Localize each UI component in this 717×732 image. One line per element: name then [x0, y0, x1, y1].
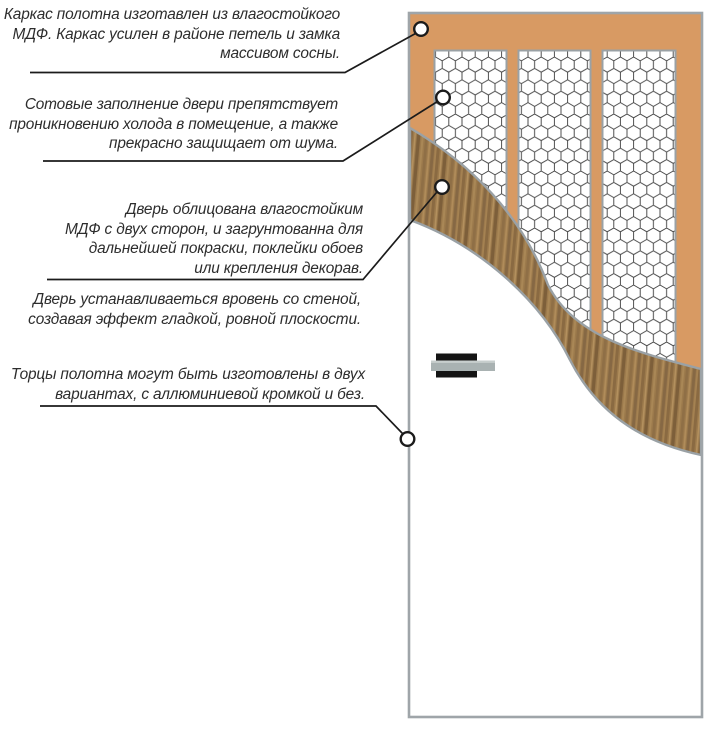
callout-marker-facing	[435, 180, 449, 194]
annotation-facing	[0, 200, 363, 278]
annotation-frame	[0, 5, 340, 64]
handle-lever-highlight	[431, 361, 495, 363]
annotation-line: вариантах, с аллюминиевой кромкой и без.	[55, 385, 365, 403]
callout-marker-edges	[401, 432, 415, 446]
annotation-line: или крепления декорав.	[194, 259, 363, 277]
annotation-line: Дверь устанавливаеться вровень со стеной,	[33, 291, 361, 308]
annotation-line: проникновению холода в помещение, а также	[9, 115, 338, 133]
annotation-line: дальнейшей покраски, поклейки обоев	[88, 240, 363, 257]
annotation-edges	[0, 365, 365, 404]
annotation-line: Торцы полотна могут быть изготовлены в двух	[10, 366, 365, 383]
annotation-honeycomb	[0, 95, 338, 154]
annotation-line: Дверь облицована влагостойким	[125, 201, 363, 218]
annotation-line: Каркас полотна изготавлен из влагостойкого	[3, 6, 340, 23]
annotation-line: Сотовые заполнение двери препятствует	[24, 96, 338, 113]
annotation-line: МДФ. Каркас усилен в районе петель и замка	[12, 25, 340, 43]
callout-marker-frame	[414, 22, 428, 36]
callout-marker-honeycomb	[436, 91, 450, 105]
annotation-line: прекрасно защищает от шума.	[109, 135, 338, 152]
annotation-line: массивом сосны.	[220, 45, 340, 62]
leader-line-edges	[40, 406, 403, 434]
annotation-line: МДФ с двух сторон, и загрунтованна для	[64, 220, 363, 238]
annotation-line: создавая эффект гладкой, ровной плоскости.	[28, 310, 361, 328]
annotation-flush-mount	[0, 290, 361, 329]
